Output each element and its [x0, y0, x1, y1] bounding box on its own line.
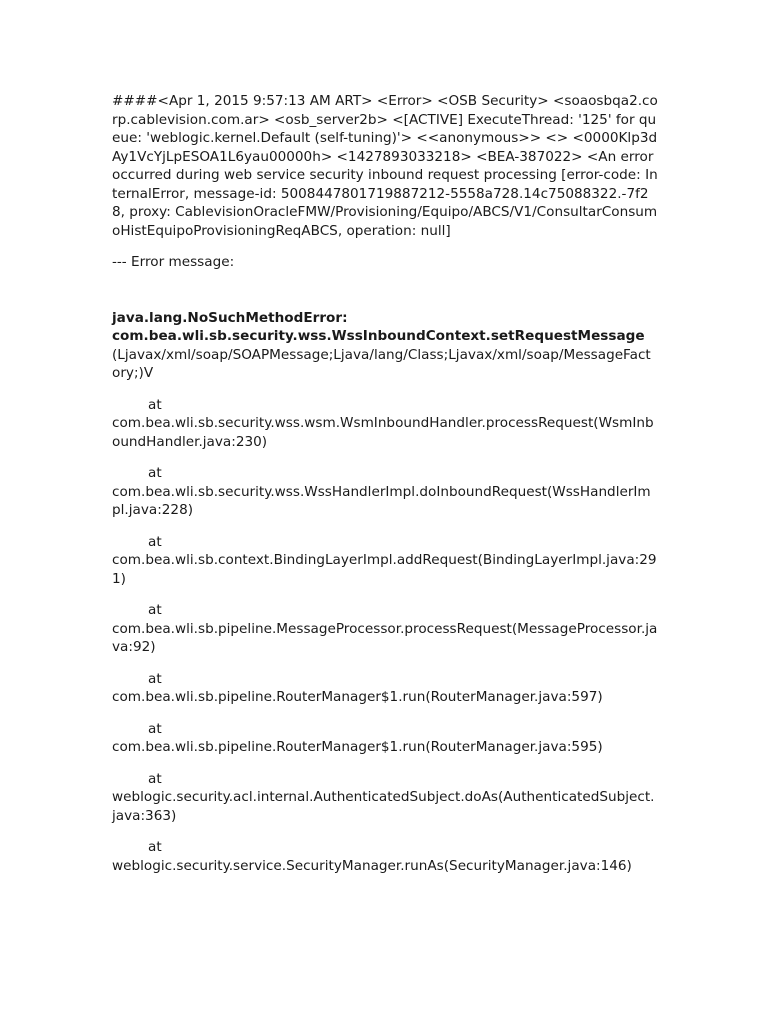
- frame-location: com.bea.wli.sb.pipeline.MessageProcessor.processRequest(MessageProcessor.java:92): [112, 620, 658, 655]
- frame-location: com.bea.wli.sb.pipeline.RouterManager$1.run(RouterManager.java:595): [112, 739, 603, 755]
- frame-at-label: at: [148, 720, 162, 737]
- frame-at-label: at: [148, 839, 162, 855]
- stack-frame: [112, 838, 658, 875]
- stack-frame: [112, 670, 658, 707]
- stack-trace: [112, 396, 658, 876]
- document-page: [112, 92, 658, 888]
- frame-location: weblogic.security.service.SecurityManager.runAs(SecurityManager.java:146): [112, 857, 632, 874]
- frame-location: com.bea.wli.sb.security.wss.wsm.WsmInboundHandler.processRequest(WsmInboundHandler.java:230): [112, 415, 654, 450]
- stack-frame: [112, 720, 658, 757]
- exception-signature: (Ljavax/xml/soap/SOAPMessage;Ljava/lang/Class;Ljavax/xml/soap/MessageFactory;)V: [112, 346, 651, 381]
- stack-frame: [112, 533, 658, 589]
- frame-at-label: at: [148, 602, 162, 618]
- exception-block: [112, 309, 658, 383]
- frame-at-label: at: [148, 670, 162, 687]
- frame-at-label: at: [148, 465, 162, 481]
- log-entry-text: ####<Apr 1, 2015 9:57:13 AM ART> <Error> <OSB Security> <soaosbqa2.corp.cablevision.com.ar> <osb_server2b> <[ACTIVE] ExecuteThread: '125' for queue: 'weblogic.kernel.Default (self-tuning)'> <<anonymous>> <> <0000Klp3dAy1VcYjLpESOA1L6yau00000h> <1427893033218> <BEA-387022> <An error occurred during web service security inbound request processing [error-code: InternalError, message-id: 5008447801719887212-5558a728.14c75088322.-7f28, proxy: CablevisionOracleFMW/Provisioning/Equipo/ABCS/V1/ConsultarConsumoHistEquipoProvisioningReqABCS, operation: null]: [112, 93, 658, 239]
- frame-at-label: at: [148, 396, 162, 413]
- frame-at-label: at: [148, 533, 162, 550]
- stack-frame: [112, 396, 658, 452]
- exception-type: java.lang.NoSuchMethodError:: [112, 309, 348, 326]
- frame-location: com.bea.wli.sb.pipeline.RouterManager$1.run(RouterManager.java:597): [112, 689, 603, 705]
- stack-frame: [112, 601, 658, 657]
- frame-location: weblogic.security.acl.internal.AuthenticatedSubject.doAs(AuthenticatedSubject.java:363): [112, 789, 655, 824]
- stack-frame: [112, 770, 658, 826]
- frame-location: com.bea.wli.sb.security.wss.WssHandlerImpl.doInboundRequest(WssHandlerImpl.java:228): [112, 483, 651, 518]
- stack-frame: [112, 464, 658, 520]
- exception-method: com.bea.wli.sb.security.wss.WssInboundContext.setRequestMessage: [112, 328, 645, 344]
- frame-at-label: at: [148, 770, 162, 787]
- frame-location: com.bea.wli.sb.context.BindingLayerImpl.addRequest(BindingLayerImpl.java:291): [112, 552, 657, 587]
- error-message-heading: --- Error message:: [112, 254, 235, 270]
